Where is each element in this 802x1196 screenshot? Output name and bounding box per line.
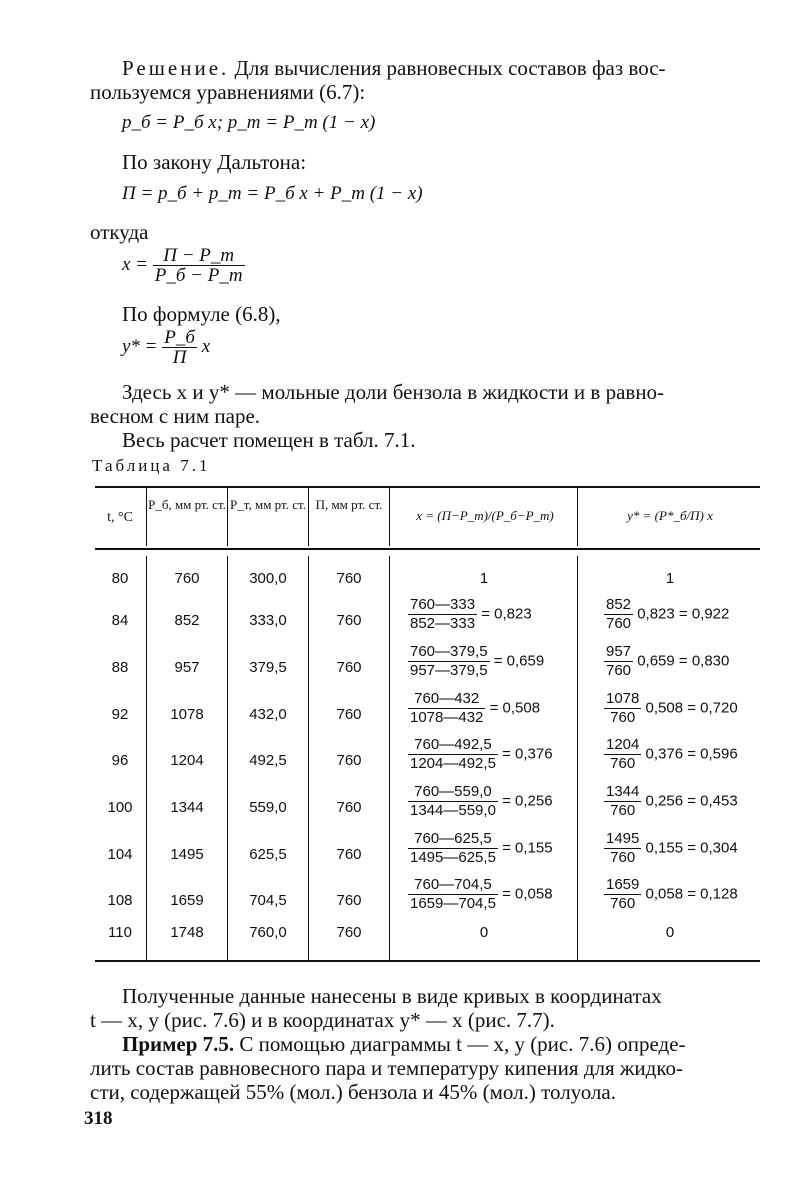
table-cell-x [408,783,553,820]
table-cell-pt: 704,5 [249,892,287,909]
y-numerator: 957 [606,643,632,660]
x-numerator: 760—625,5 [408,830,498,849]
table-cell-pi: 760 [336,752,362,769]
table-cell-pt: 492,5 [249,752,287,769]
table-cell-y [604,876,738,913]
table-cell-x: 1 [479,570,489,587]
equation-y-lhs: y* = [122,335,158,357]
column-divider [389,556,390,960]
table-cell-x [408,690,540,727]
table-cell-t: 108 [107,892,133,909]
y-value: 0,659 = 0,830 [633,652,730,670]
table-cell-pb: 1344 [170,799,204,816]
table-cell-x [408,830,553,867]
table-cell-pt: 300,0 [249,570,287,587]
x-value: = 0,376 [497,745,553,763]
x-fraction [408,830,498,867]
x-value: = 0,256 [497,792,553,810]
table-reference: Весь расчет помещен в табл. 7.1. [122,428,416,452]
example-lead: Пример 7.5. [122,1032,235,1056]
solution-paragraph-line2: пользуемся уравнениями (6.7): [90,80,366,104]
table-cell-pb: 1204 [170,752,204,769]
y-fraction [604,783,641,820]
equation-dalton: П = p_б + p_т = P_б x + P_т (1 − x) [122,183,423,204]
table-cell-pb: 852 [174,612,200,629]
table-cell-pt: 760,0 [249,924,287,941]
table-cell-x [408,736,553,773]
table-cell-t: 104 [107,846,133,863]
y-value: 0,823 = 0,922 [633,605,730,623]
y-fraction [604,643,633,680]
whence-label: откуда [90,220,149,244]
table-cell-pi: 760 [336,659,362,676]
y-denominator: 760 [610,802,636,819]
after-line1: Полученные данные нанесены в виде кривых в координатах [122,984,662,1008]
solution-line1-rest: Для вычисления равновесных составов фаз вос- [229,56,666,80]
table-caption: Таблица 7.1 [92,456,211,475]
x-denominator: 957—379,5 [410,662,488,679]
x-value: = 0,155 [497,839,553,857]
table-cell-t: 92 [111,706,129,723]
table-cell-x [408,876,553,913]
header-pi: П, мм рт. ст. [315,497,383,512]
table-cell-pb: 1078 [170,706,204,723]
header-divider [389,488,390,546]
x-numerator: 760—333 [410,596,476,613]
equation-y-rhs: x [201,335,211,357]
x-numerator: 760—432 [408,690,485,709]
y-numerator: 1204 [606,736,640,753]
table-cell-pb: 957 [174,659,200,676]
table-cell-t: 110 [108,924,132,941]
solution-lead: Решение. [122,56,230,80]
table-cell-pt: 333,0 [249,612,287,629]
x-value: = 0,058 [497,885,553,903]
after-line2: t — x, y (рис. 7.6) и в координатах y* — x (рис. 7.7). [90,1008,555,1032]
x-fraction [408,783,498,820]
x-denominator: 1204—492,5 [410,755,496,772]
x-numerator: 760—704,5 [408,876,498,895]
table-header-rule [95,548,760,550]
x-fraction [408,690,485,727]
table-cell-pt: 559,0 [249,799,287,816]
table-cell-y [604,783,738,820]
x-denominator: 1078—432 [410,709,484,726]
table-cell-t: 100 [107,799,133,816]
column-divider [577,556,578,960]
y-fraction [604,736,641,773]
y-fraction [604,690,641,727]
table-cell-pi: 760 [336,706,362,723]
y-value: 0,058 = 0,128 [641,885,738,903]
table-cell-pi: 760 [336,924,362,941]
equation-y-denominator: П [172,347,187,368]
x-fraction [408,643,490,680]
x-denominator: 852—333 [410,615,476,632]
header-pb: P_б, мм рт. ст. [148,497,226,512]
x-numerator: 760—492,5 [408,736,498,755]
table-cell-pt: 432,0 [249,706,287,723]
table-cell-pi: 760 [336,846,362,863]
table-cell-pb: 760 [174,570,200,587]
y-denominator: 760 [606,662,632,679]
table-cell-pb: 1659 [170,892,204,909]
example-line2: лить состав равновесного пара и температуру кипения для жидко- [90,1056,683,1080]
equation-x-numerator: П − P_т [153,246,245,266]
equation-y-numerator: P_б [164,327,195,348]
table-cell-t: 96 [111,752,129,769]
y-numerator: 1344 [606,783,640,800]
solution-paragraph-line1 [122,56,666,80]
table-cell-pi: 760 [336,892,362,909]
y-value: 0,508 = 0,720 [641,699,738,717]
table-cell-pb: 1748 [170,924,204,941]
y-denominator: 760 [606,615,632,632]
x-fraction [408,736,498,773]
table-cell-y [604,643,729,680]
table-cell-y [604,736,738,773]
table-cell-pi: 760 [336,799,362,816]
y-numerator: 852 [606,596,632,613]
table-cell-y [604,830,738,867]
x-value: = 0,823 [477,605,532,623]
header-x: x = (П−P_т)/(P_б−P_т) [416,508,554,523]
equation-partial-pressures: p_б = P_б x; p_т = P_т (1 − x) [122,112,376,133]
x-numerator: 760—559,0 [408,783,498,802]
table-bottom-rule [95,960,760,962]
y-denominator: 760 [610,895,636,912]
equation-x [122,246,245,285]
y-value: 0,256 = 0,453 [641,792,738,810]
page-number: 318 [84,1108,113,1129]
example-line1 [122,1032,686,1056]
y-fraction [604,876,641,913]
header-y: y* = (P*_б/П) x [627,508,713,523]
header-divider [577,488,578,546]
example-line1-rest: С помощью диаграммы t — x, y (рис. 7.6) опреде- [234,1032,686,1056]
y-value: 0,155 = 0,304 [641,839,738,857]
x-value: = 0,659 [489,652,545,670]
y-numerator: 1495 [606,830,640,847]
equation-x-denominator: P_б − P_т [154,265,243,286]
here-line1: Здесь x и y* — мольные доли бензола в жидкости и в равно- [122,380,665,404]
example-line3: сти, содержащей 55% (мол.) бензола и 45% (мол.) толуола. [90,1080,616,1104]
table-cell-pb: 1495 [170,846,204,863]
equation-x-lhs: x = [122,253,149,275]
table-cell-t: 80 [111,570,129,587]
y-fraction [604,830,641,867]
x-denominator: 1659—704,5 [410,895,496,912]
y-numerator: 1659 [606,876,640,893]
table-cell-pi: 760 [336,570,362,587]
dalton-label: По закону Дальтона: [122,150,307,174]
header-t: t, °C [107,510,133,525]
table-cell-y [604,690,738,727]
y-numerator: 1078 [606,690,640,707]
table-cell-pi: 760 [336,612,362,629]
table-cell-x [408,643,544,680]
x-value: = 0,508 [485,699,541,717]
header-pt: P_т, мм рт. ст. [230,497,306,512]
x-denominator: 1344—559,0 [410,802,496,819]
table-cell-t: 88 [111,659,129,676]
x-fraction [408,596,477,633]
x-denominator: 1495—625,5 [410,849,496,866]
table-cell-y: 0 [665,924,675,941]
here-line2: весном с ним паре. [90,404,261,428]
y-value: 0,376 = 0,596 [641,745,738,763]
x-fraction [408,876,498,913]
formula-reference: По формуле (6.8), [122,302,281,326]
table-cell-pt: 379,5 [249,659,287,676]
table-cell-x [408,596,532,633]
y-denominator: 760 [610,755,636,772]
table-top-rule [95,486,760,488]
equation-y [122,328,210,367]
table-cell-pt: 625,5 [249,846,287,863]
table-cell-x: 0 [479,924,489,941]
y-denominator: 760 [610,849,636,866]
y-denominator: 760 [610,709,636,726]
table-cell-y: 1 [665,570,675,587]
table-cell-t: 84 [111,612,129,629]
table-cell-y [604,596,729,633]
x-numerator: 760—379,5 [410,643,488,660]
y-fraction [604,596,633,633]
